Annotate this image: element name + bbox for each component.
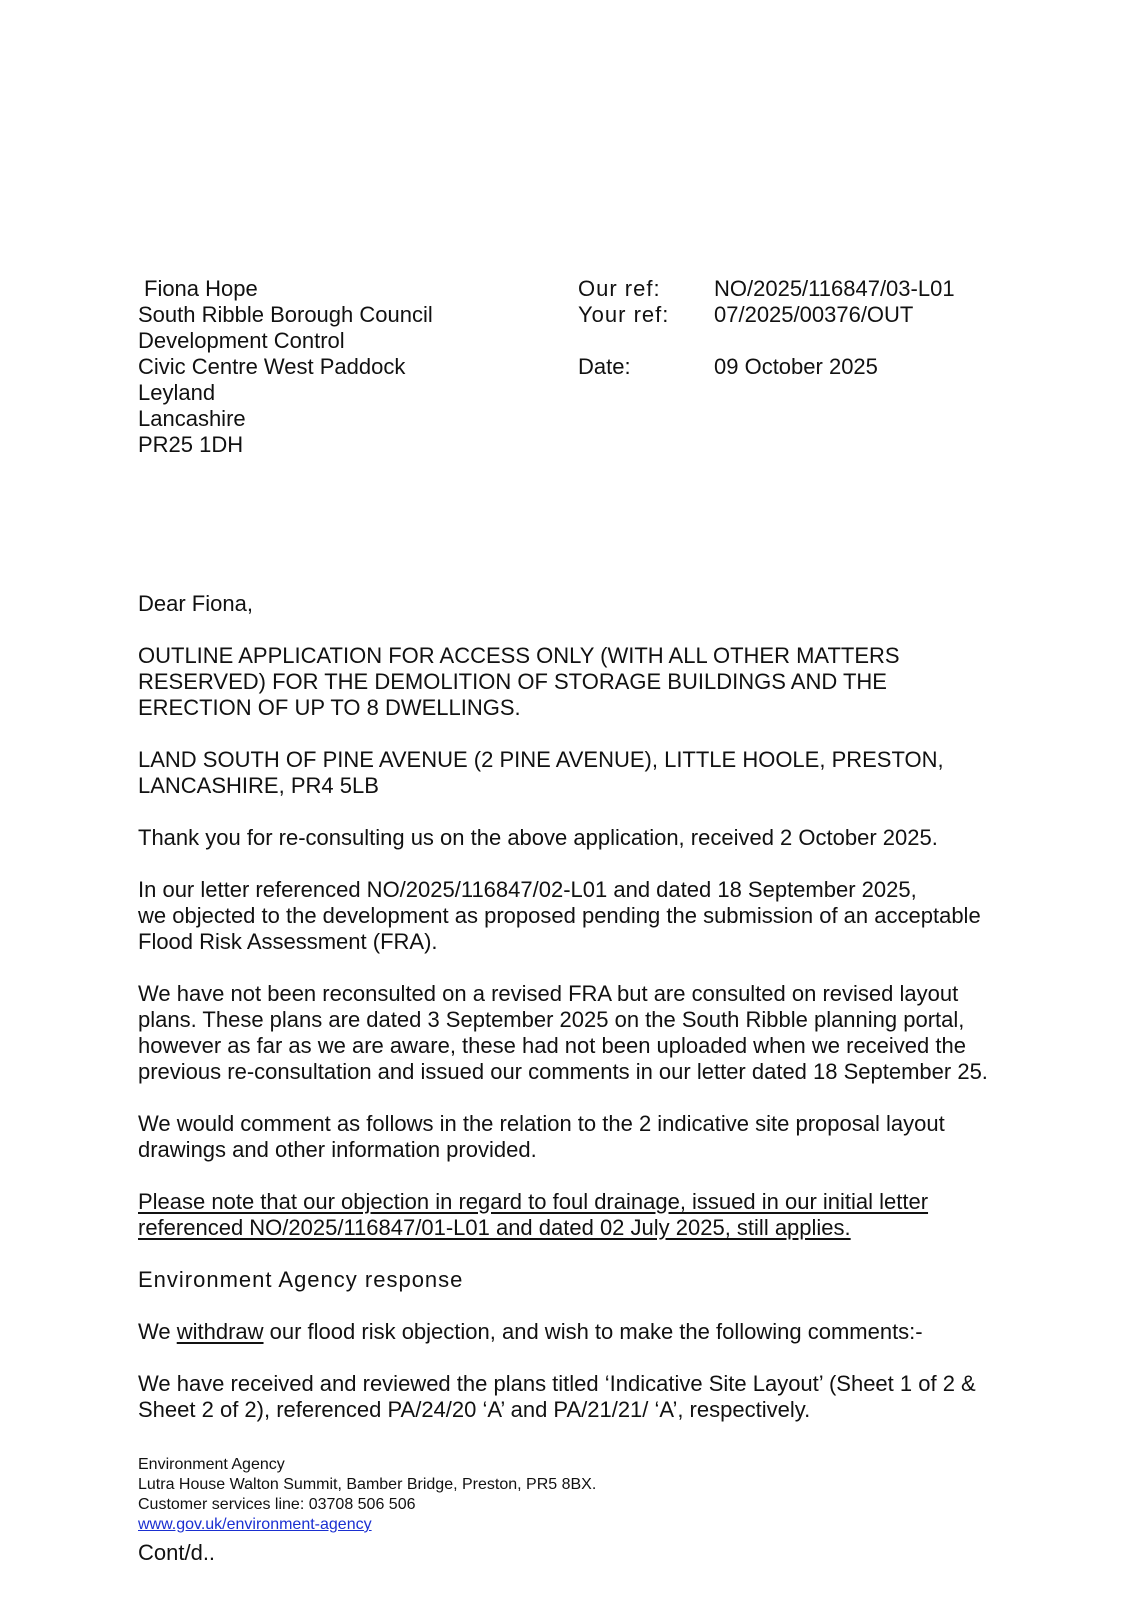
response-heading: Environment Agency response (138, 1267, 464, 1292)
reconsult-paragraph (138, 981, 1038, 1085)
withdraw-word: withdraw (176, 1319, 264, 1344)
paragraph-line: we objected to the development as proposed pending the submission of an acceptable (138, 903, 981, 928)
foul-drainage-note (138, 1189, 1038, 1241)
reference-block (578, 276, 955, 380)
subject-line: RESERVED) FOR THE DEMOLITION OF STORAGE BUILDINGS AND THE (138, 669, 887, 694)
paragraph-line: We would comment as follows in the relation to the 2 indicative site proposal layout (138, 1111, 945, 1136)
underlined-note-line: referenced NO/2025/116847/01-L01 and dated 02 July 2025, still applies. (138, 1215, 851, 1240)
footer-phone: Customer services line: 03708 506 506 (138, 1496, 416, 1513)
withdraw-post: our flood risk objection, and wish to make the following comments:- (263, 1319, 923, 1344)
comment-paragraph (138, 1111, 1038, 1163)
recipient-street: Civic Centre West Paddock (138, 354, 406, 379)
site-line: LANCASHIRE, PR4 5LB (138, 773, 379, 798)
your-ref-value: 07/2025/00376/OUT (714, 302, 914, 327)
footer-website-link[interactable]: www.gov.uk/environment-agency (138, 1516, 372, 1533)
recipient-town: Leyland (138, 380, 216, 405)
recipient-county: Lancashire (138, 406, 246, 431)
recipient-address (138, 276, 433, 458)
letter-body (138, 591, 1038, 1449)
paragraph-line: We have received and reviewed the plans titled ‘Indicative Site Layout’ (Sheet 1 of 2 & (138, 1371, 976, 1396)
recipient-name: Fiona Hope (144, 276, 258, 301)
subject-line: ERECTION OF UP TO 8 DWELLINGS. (138, 695, 521, 720)
paragraph-line: however as far as we are aware, these had not been uploaded when we received the (138, 1033, 966, 1058)
paragraph-line: We have not been reconsulted on a revised FRA but are consulted on revised layout (138, 981, 959, 1006)
withdraw-paragraph (138, 1319, 1038, 1345)
subject-line: OUTLINE APPLICATION FOR ACCESS ONLY (WITH ALL OTHER MATTERS (138, 643, 900, 668)
previous-letter-paragraph (138, 877, 1038, 955)
subject-paragraph (138, 643, 1038, 721)
footer (138, 1455, 596, 1535)
our-ref-label: Our ref: (578, 276, 661, 301)
your-ref-label: Your ref: (578, 302, 670, 327)
salutation: Dear Fiona, (138, 591, 253, 616)
date-row (578, 354, 955, 380)
footer-org: Environment Agency (138, 1456, 285, 1473)
paragraph-line: drawings and other information provided. (138, 1137, 537, 1162)
our-ref-row (578, 276, 955, 302)
withdraw-pre: We (138, 1319, 177, 1344)
our-ref-value: NO/2025/116847/03-L01 (714, 276, 955, 301)
continued-marker: Cont/d.. (138, 1540, 216, 1565)
paragraph-line: Flood Risk Assessment (FRA). (138, 929, 438, 954)
date-value: 09 October 2025 (714, 354, 878, 379)
underlined-note-line: Please note that our objection in regard to foul drainage, issued in our initial letter (138, 1189, 929, 1214)
paragraph-line: plans. These plans are dated 3 September 2025 on the South Ribble planning portal, (138, 1007, 965, 1032)
date-label: Date: (578, 354, 631, 379)
footer-address: Lutra House Walton Summit, Bamber Bridge, Preston, PR5 8BX. (138, 1476, 597, 1493)
plans-paragraph (138, 1371, 1038, 1423)
paragraph-line: Sheet 2 of 2), referenced PA/24/20 ‘A’ and PA/21/21/ ‘A’, respectively. (138, 1397, 811, 1422)
recipient-organisation: South Ribble Borough Council (138, 302, 433, 327)
recipient-department: Development Control (138, 328, 345, 353)
site-line: LAND SOUTH OF PINE AVENUE (2 PINE AVENUE), LITTLE HOOLE, PRESTON, (138, 747, 944, 772)
paragraph-line: In our letter referenced NO/2025/116847/02-L01 and dated 18 September 2025, (138, 877, 917, 902)
recipient-postcode: PR25 1DH (138, 432, 244, 457)
your-ref-row (578, 302, 955, 328)
paragraph-line: previous re-consultation and issued our comments in our letter dated 18 September 25. (138, 1059, 988, 1084)
thanks-paragraph: Thank you for re-consulting us on the above application, received 2 October 2025. (138, 825, 938, 850)
site-paragraph (138, 747, 1038, 799)
